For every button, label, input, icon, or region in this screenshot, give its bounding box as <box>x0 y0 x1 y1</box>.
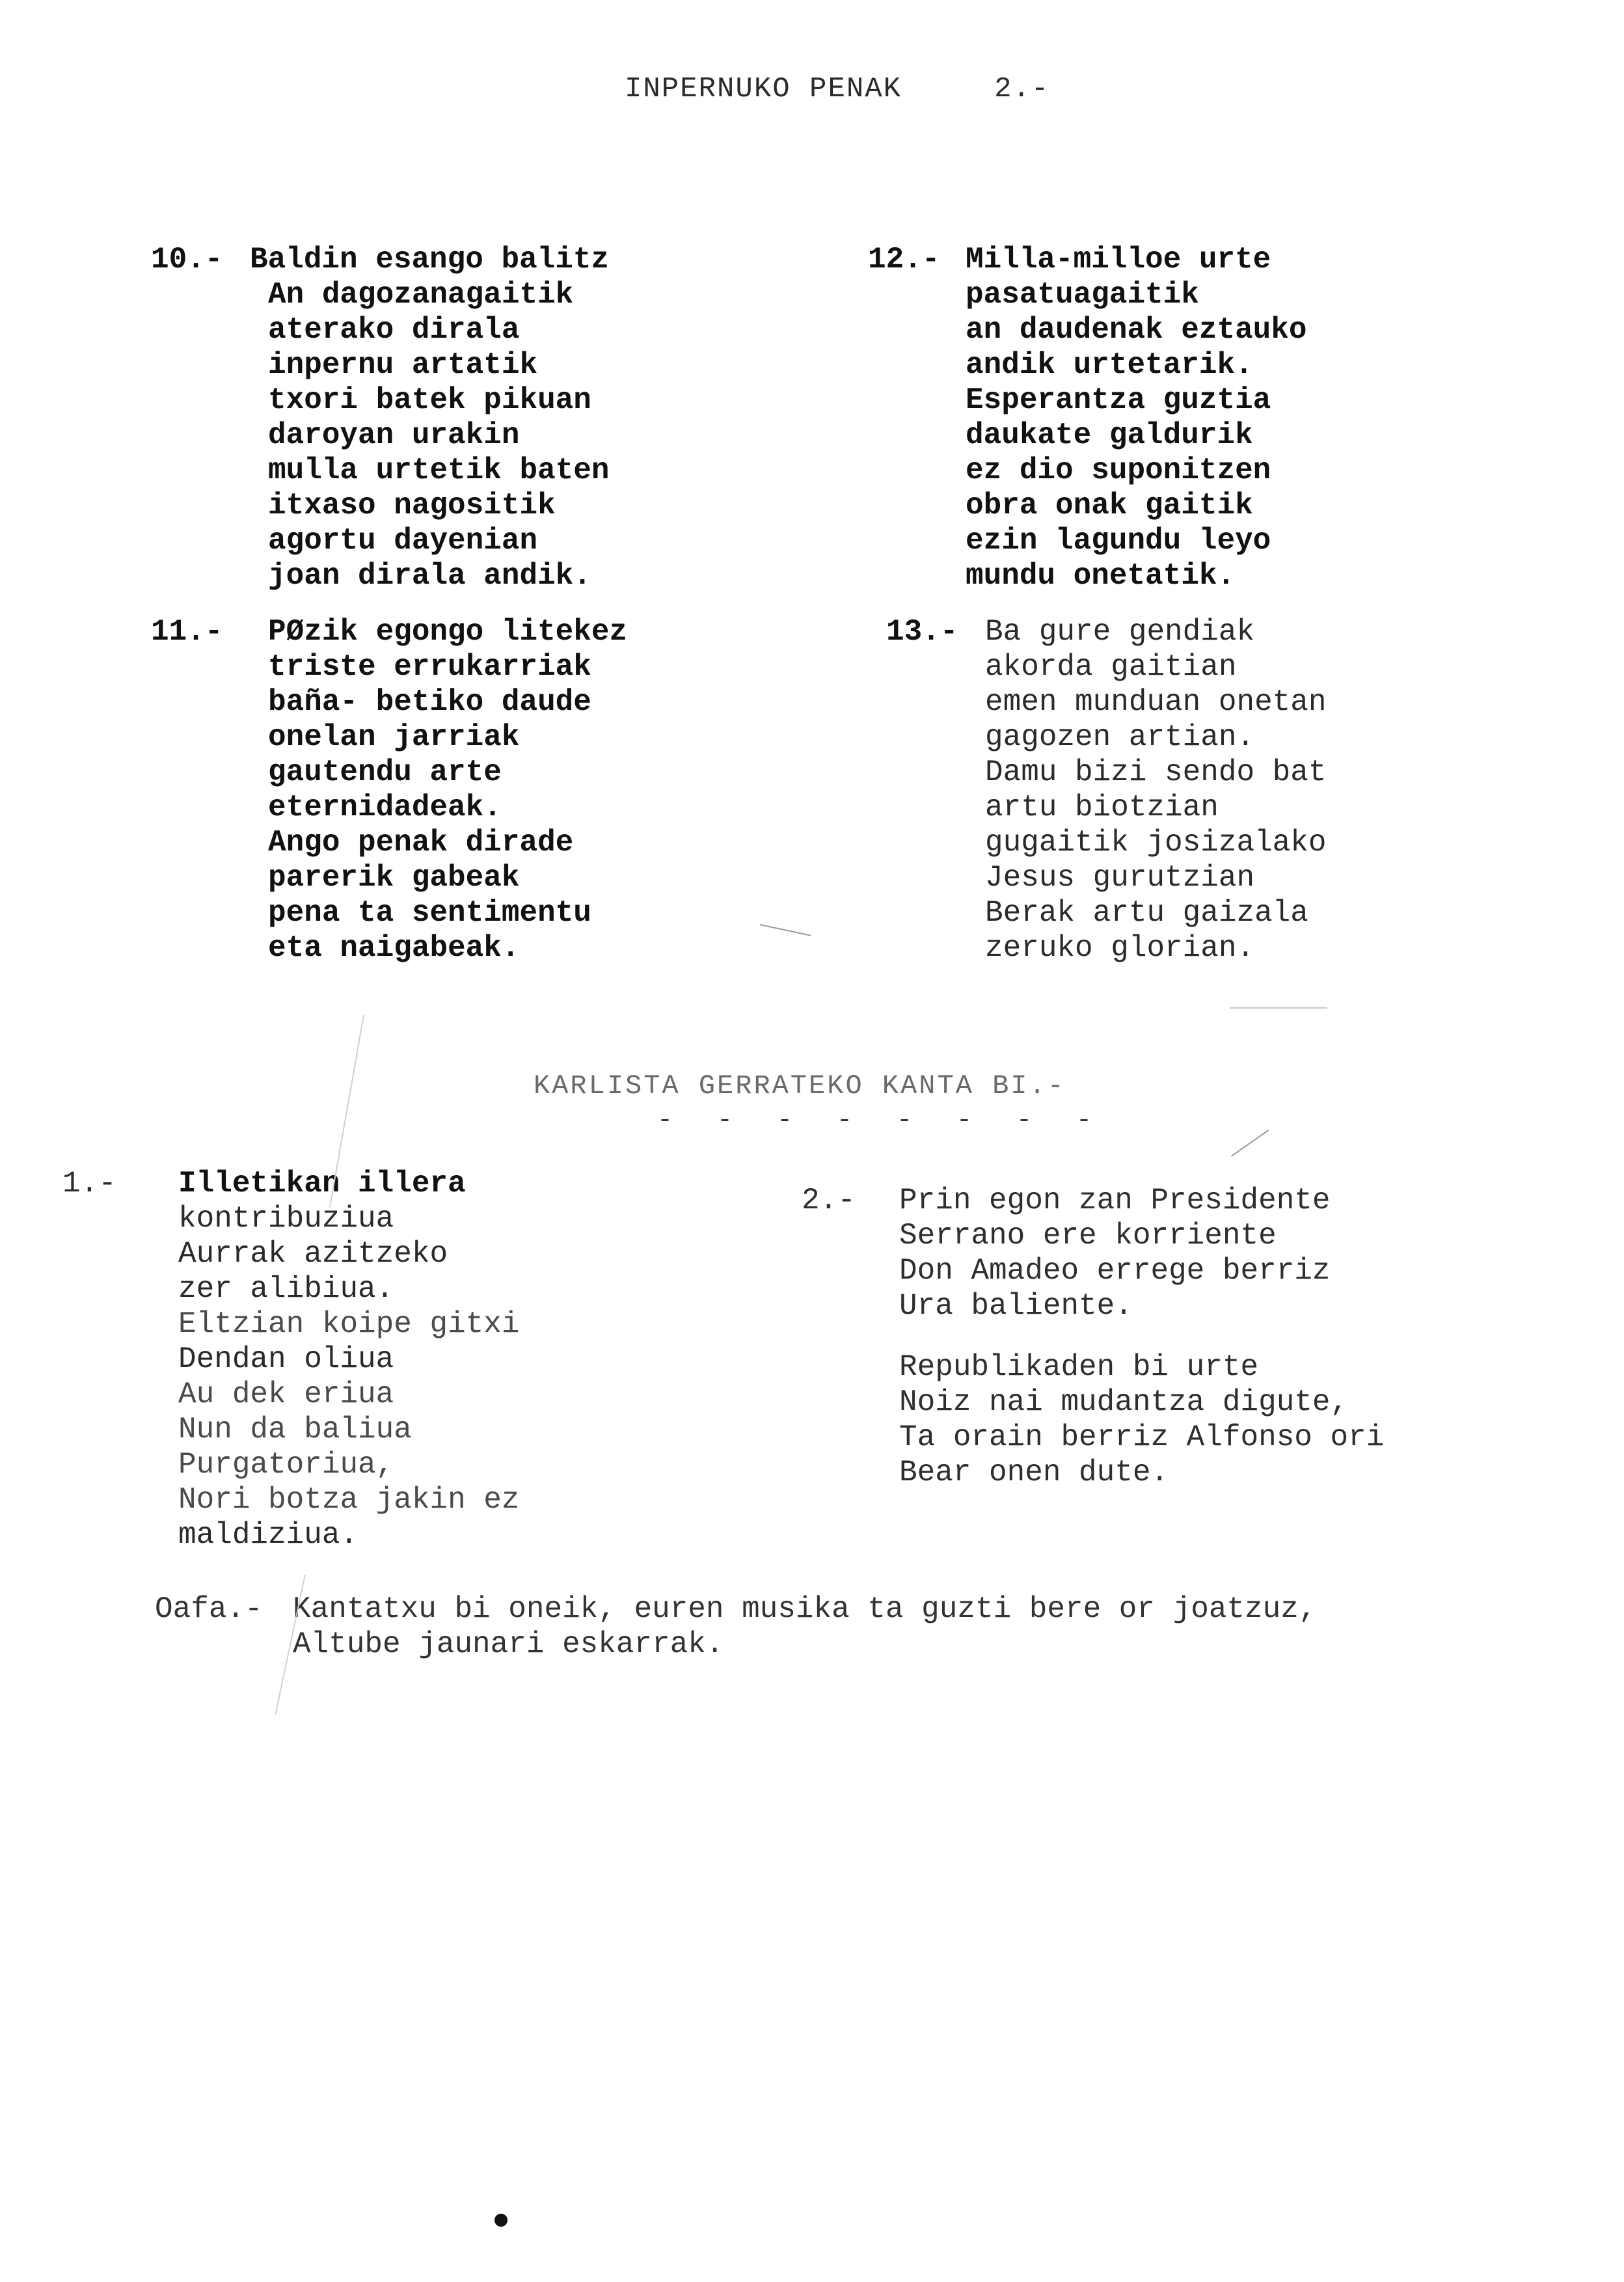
song-line: Bear onen dute. <box>899 1456 1169 1489</box>
verse-line: emen munduan onetan <box>985 685 1327 719</box>
header-page-number: 2.- <box>994 73 1050 105</box>
song-line: maldiziua. <box>178 1518 359 1552</box>
section-underline: - - - - - - - - <box>657 1106 1107 1135</box>
song-line: Ura baliente. <box>899 1289 1133 1323</box>
song-line: Prin egon zan Presidente <box>899 1184 1331 1217</box>
song-line: kontribuziua <box>178 1202 394 1236</box>
verse-line: parerik gabeak <box>268 861 520 895</box>
verse-line: baña- betiko daude <box>268 685 591 719</box>
verse-line: gagozen artian. <box>985 720 1255 754</box>
verse-line: artu biotzian <box>985 791 1219 824</box>
verse-line: gugaitik josizalako <box>985 826 1327 860</box>
verse-line: Damu bizi sendo bat <box>985 755 1327 789</box>
verse-number: 11.- <box>151 615 223 649</box>
song-line: Don Amadeo errege berriz <box>899 1254 1331 1288</box>
song-line: Nun da baliua <box>178 1413 412 1447</box>
verse-line: daukate galdurik <box>966 418 1253 452</box>
song-line: Purgatoriua, <box>178 1448 394 1482</box>
song-line: Nori botza jakin ez <box>178 1483 520 1517</box>
verse-line: itxaso nagositik <box>268 489 556 523</box>
song-number: 1.- <box>62 1167 116 1201</box>
verse-line: ezin lagundu leyo <box>966 524 1271 558</box>
verse-line: Esperantza guztia <box>966 383 1271 417</box>
page-header <box>625 73 1093 105</box>
verse-line: Berak artu gaizala <box>985 896 1308 930</box>
verse-line: joan dirala andik. <box>268 559 591 593</box>
verse-line: Ango penak dirade <box>268 826 574 860</box>
footnote-label: Oafa.- <box>155 1592 263 1626</box>
verse-number: 10.- <box>151 243 223 277</box>
verse-line: inpernu artatik <box>268 348 538 382</box>
stanza-gap <box>899 1324 1384 1350</box>
verse-line: daroyan urakin <box>268 418 520 452</box>
song-line: Republikaden bi urte <box>899 1350 1259 1384</box>
verse-line: eternidadeak. <box>268 791 502 824</box>
verse-line: gautendu arte <box>268 755 502 789</box>
song-line: Aurrak azitzeko <box>178 1237 448 1271</box>
verse-line: andik urtetarik. <box>966 348 1253 382</box>
pencil-mark <box>1230 1007 1327 1009</box>
verse-line: txori batek pikuan <box>268 383 591 417</box>
verse-line: An dagozanagaitik <box>268 278 574 312</box>
section-title: KARLISTA GERRATEKO KANTA BI.- <box>534 1070 1066 1102</box>
verse-line: eta naigabeak. <box>268 931 520 965</box>
verse-line: pena ta sentimentu <box>268 896 591 930</box>
song-line: zer alibiua. <box>178 1272 394 1306</box>
verse-line: mundu onetatik. <box>966 559 1236 593</box>
verse-line: Ba gure gendiak <box>985 615 1255 649</box>
header-title: INPERNUKO PENAK <box>625 73 902 105</box>
footnote-line: Kantatxu bi oneik, euren musika ta guzti bere or joatzuz, <box>293 1592 1317 1626</box>
verse-line: akorda gaitian <box>985 650 1237 684</box>
verse-line: PØzik egongo litekez <box>268 615 628 649</box>
verse-line: ez dio suponitzen <box>966 454 1271 487</box>
ink-speck <box>494 2214 508 2227</box>
song-line: Noiz nai mudantza digute, <box>899 1385 1349 1419</box>
verse-line: mulla urtetik baten <box>268 454 610 487</box>
song-line: Illetikan illera <box>178 1167 466 1201</box>
verse-line: Milla-milloe urte <box>966 243 1271 277</box>
verse-number: 12.- <box>868 243 940 277</box>
verse-line: an daudenak eztauko <box>966 313 1307 347</box>
footnote-line: Altube jaunari eskarrak. <box>293 1627 724 1661</box>
song-number: 2.- <box>802 1184 856 1217</box>
verse-line: Baldin esango balitz <box>250 243 610 277</box>
pencil-mark <box>760 924 811 936</box>
song-line: Dendan oliua <box>178 1342 394 1376</box>
song-line: Ta orain berriz Alfonso ori <box>899 1420 1385 1454</box>
verse-line: aterako dirala <box>268 313 520 347</box>
song-line: Serrano ere korriente <box>899 1219 1277 1253</box>
verse-line: pasatuagaitik <box>966 278 1199 312</box>
pencil-mark <box>1231 1130 1269 1157</box>
verse-line: agortu dayenian <box>268 524 538 558</box>
verse-line: Jesus gurutzian <box>985 861 1255 895</box>
song-line: Eltzian koipe gitxi <box>178 1307 520 1341</box>
verse-line: triste errukarriak <box>268 650 591 684</box>
verse-line: zeruko glorian. <box>985 931 1255 965</box>
verse-line: onelan jarriak <box>268 720 520 754</box>
verse-number: 13.- <box>886 615 958 649</box>
song-line: Au dek eriua <box>178 1378 394 1411</box>
verse-line: obra onak gaitik <box>966 489 1253 523</box>
